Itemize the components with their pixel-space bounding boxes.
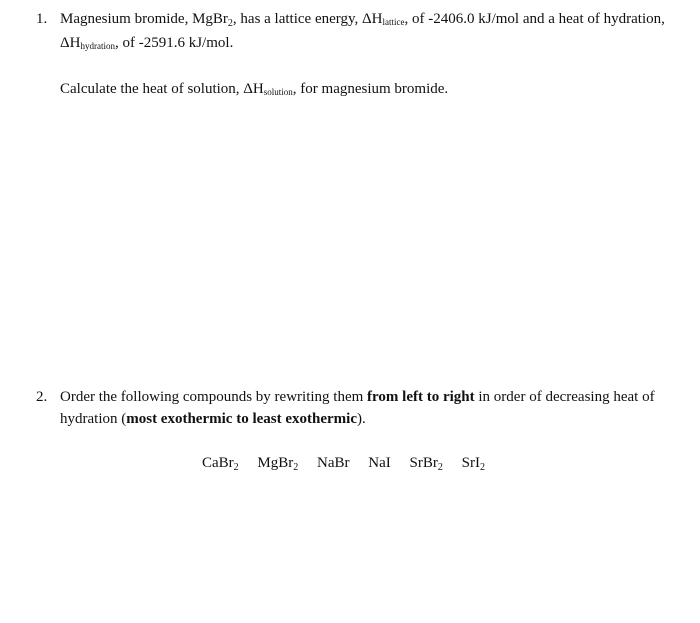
- question-1-text: [60, 8, 676, 55]
- compound-subscript: 2: [233, 462, 239, 473]
- compound-formula: SrI: [461, 455, 480, 471]
- q1-text-d: , of -2591.6 kJ/mol.: [114, 35, 234, 51]
- q2-bold-a: from left to right: [367, 389, 475, 405]
- question-2: [36, 386, 676, 430]
- compound-subscript: 2: [479, 462, 485, 473]
- question-1-number: 1.: [36, 11, 48, 27]
- compound-formula: MgBr: [257, 455, 294, 471]
- q2-text-b: in order of decreasing heat of hydration (: [60, 389, 655, 427]
- question-2-text: [60, 386, 676, 430]
- q1-mgbr2-subscript: 2: [227, 18, 233, 29]
- question-1: [36, 8, 676, 55]
- compound-subscript: 2: [293, 462, 299, 473]
- q1-text-a: Magnesium bromide, MgBr: [60, 11, 228, 27]
- compound-item: [410, 452, 443, 476]
- compound-item: [257, 452, 298, 476]
- compound-subscript: 2: [437, 462, 443, 473]
- question-2-number: 2.: [36, 389, 48, 405]
- q1-lattice-subscript: lattice: [382, 17, 405, 27]
- compound-formula: CaBr: [202, 455, 234, 471]
- q1-prompt-b: , for magnesium bromide.: [292, 81, 449, 97]
- q2-text-c: ).: [356, 411, 366, 427]
- q1-text-b: , has a lattice energy, ΔH: [232, 11, 383, 27]
- compound-item: [202, 452, 239, 476]
- q1-prompt-a: Calculate the heat of solution, ΔH: [60, 81, 264, 97]
- compound-formula: NaBr: [317, 455, 350, 471]
- compound-item: [368, 452, 391, 476]
- compound-formula: SrBr: [409, 455, 438, 471]
- q1-text-c: , of -2406.0 kJ/mol and a heat of hydration, ΔH: [60, 11, 665, 51]
- compound-formula: NaI: [368, 455, 391, 471]
- compound-item: [317, 452, 350, 476]
- compound-list: [202, 452, 485, 476]
- q1-hydration-subscript: hydration: [80, 41, 115, 51]
- compound-item: [462, 452, 485, 476]
- q2-bold-b: most exothermic to least exothermic: [126, 411, 357, 427]
- question-1-prompt: [60, 78, 448, 101]
- q1-solution-subscript: solution: [263, 87, 293, 97]
- q2-text-a: Order the following compounds by rewriting them: [60, 389, 368, 405]
